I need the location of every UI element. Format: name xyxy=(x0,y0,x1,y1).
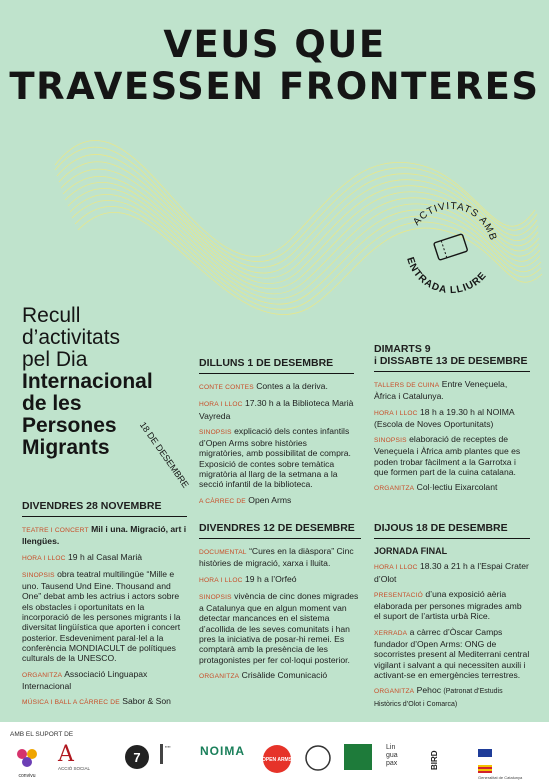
event-tag: HORA I LLOC xyxy=(374,409,418,417)
event-tag: TEATRE I CONCERT xyxy=(22,527,89,534)
event-tag: A CÀRREC DE xyxy=(199,497,246,505)
event-tag: SINOPSIS xyxy=(199,428,232,436)
event-title: Contes a la deriva. xyxy=(256,381,328,391)
event-tag: PRESENTACIÓ xyxy=(374,591,423,599)
event-synopsis: explicació dels contes infantils d’Open Arms sobre històries migratòries, amb possibilitat de compra. Exposició de contes sobre temàtica migratòria al llarg de la setmana a la secció infantil de la biblioteca. xyxy=(199,425,351,490)
institutional-logos xyxy=(478,744,540,780)
intro-line: de les xyxy=(22,392,82,415)
event-place: 17.30 h a la Biblioteca Marià Vayreda xyxy=(199,398,354,421)
event-organizer-extra: (Patronat d’Estudis Històrics d’Olot i Comarca) xyxy=(374,688,503,708)
logo-text: BIRD xyxy=(430,750,439,770)
event-tag: SINOPSIS xyxy=(22,571,55,579)
title-line-1: VEUS QUE xyxy=(163,23,386,66)
event-organizer: Open Arms xyxy=(248,494,292,505)
convivu-logo xyxy=(12,744,42,779)
event-card xyxy=(374,343,530,500)
svg-text:ACTIVITATS AMB xyxy=(410,198,504,244)
bird-logo xyxy=(430,744,464,774)
linguapax-logo xyxy=(386,744,416,774)
logo-text: 7 xyxy=(133,750,141,765)
event-tag: SINOPSIS xyxy=(199,593,232,601)
stamp-bottom-text: ENTRADA LLIURE xyxy=(404,255,490,297)
event-tag: SINOPSIS xyxy=(374,437,407,445)
logo-text: ACCIÓ SOCIAL xyxy=(58,766,91,771)
event-tag: HORA I LLOC xyxy=(199,576,243,584)
event-place: 19 h al Casal Marià xyxy=(68,551,143,562)
circle-logo xyxy=(304,744,332,774)
support-label: AMB EL SUPORT DE xyxy=(10,731,74,738)
event-synopsis: elaboració de receptes de Veneçuela i Àfrica amb plantes que es poden trobar fàcilment a la Garrotxa i que formen part de la cuina catalana. xyxy=(374,434,521,478)
intro-line: Persones xyxy=(22,414,117,437)
event-synopsis: obra teatral multilingüe “Mille e uno. Tausend Und Eine. Thousand and One” debat amb les actrius i actors sobre els obstacles i oportunitats en la incorporació de les persones migrants i la diversitat lingüística que aporten i concert posterior. Esdeveniment paral·lel a la conferència MONDIACULT de polítiques culturals de la UNESCO. xyxy=(22,568,181,664)
event-tag: XERRADA xyxy=(374,629,408,637)
event-title: “Cures en la diàspora” Cinc històries de migració, xarxa i lluita. xyxy=(199,546,354,569)
event-subtitle: JORNADA FINAL xyxy=(374,546,448,556)
stamp-top-text: ACTIVITATS AMB xyxy=(411,200,499,243)
intro-line: Migrants xyxy=(22,436,110,459)
event-organizer: Col·lectiu Eixarcolant xyxy=(416,482,498,493)
event-presentation: d’una exposició aèria elaborada per persones migrades amb el suport de l’artista urbà Rice. xyxy=(374,588,522,622)
event-tag: HORA I LLOC xyxy=(374,564,418,572)
intro-date: 18 DE DESEMBRE xyxy=(137,420,191,490)
event-organizer: Crisàlide Comunicació xyxy=(241,669,328,680)
event-tag: ORGANITZA xyxy=(374,485,415,493)
intro-line: pel Dia xyxy=(22,348,88,371)
event-date: DIVENDRES 28 NOVEMBRE xyxy=(22,500,187,517)
event-tag: TALLERS DE CUINA xyxy=(374,382,440,389)
generic-logo: ▪▪▪▪ xyxy=(160,744,190,774)
event-tag: HORA I LLOC xyxy=(22,554,66,562)
ticket-icon xyxy=(434,234,468,260)
event-card xyxy=(199,357,354,512)
open-arms-logo xyxy=(262,744,292,774)
event-talk: a càrrec d’Òscar Camps fundador d’Open Arms: ONG de socorristes present al Mediterrani central vigilant i salvant a qui necessiten auxili i activant-se en emergències terrestres. xyxy=(374,626,530,680)
green-logo xyxy=(344,744,372,774)
event-music: Sabor & Son xyxy=(122,696,171,707)
event-date: DIJOUS 18 DE DESEMBRE xyxy=(374,522,530,539)
intro-line: Internacional xyxy=(22,370,153,393)
logo-text: convivu xyxy=(18,773,36,779)
logo-text: Lin gua pax xyxy=(386,744,398,767)
event-tag: MÚSICA I BALL A CÀRREC DE xyxy=(22,699,120,707)
intro-heading xyxy=(22,305,192,459)
event-place: 18.30 a 21 h a l’Espai Crater d’Olot xyxy=(374,561,529,584)
event-tag: ORGANITZA xyxy=(199,672,240,680)
event-date-line: i DISSABTE 13 DE DESEMBRE xyxy=(374,355,528,367)
logo-text: NOIMA xyxy=(200,744,245,758)
event-card xyxy=(199,522,361,687)
event-card xyxy=(22,500,187,713)
event-card xyxy=(374,522,530,715)
accio-social-logo: A ACCIÓ SOCIAL xyxy=(58,744,108,774)
event-place: 19 h a l’Orfeó xyxy=(245,573,297,584)
noima-logo xyxy=(200,744,248,774)
title-line-2: TRAVESSEN FRONTERES xyxy=(9,65,540,108)
event-tag: CONTE CONTES xyxy=(199,384,254,391)
event-date: DIVENDRES 12 DE DESEMBRE xyxy=(199,522,361,539)
event-place: 18 h a 19.30 h al NOIMA (Escola de Noves Oportunitats) xyxy=(374,406,515,429)
event-date xyxy=(374,343,530,372)
event-organizer: Associació Linguapax Internacional xyxy=(22,668,148,691)
event-organizer: Pehoc xyxy=(416,685,442,696)
free-entry-stamp xyxy=(392,198,510,298)
event-title: Entre Veneçuela, Àfrica i Catalunya. xyxy=(374,379,508,402)
event-tag: ORGANITZA xyxy=(374,688,415,696)
seven-logo xyxy=(124,744,150,774)
logo-text: OPEN ARMS xyxy=(262,757,292,763)
intro-line: d’activitats xyxy=(22,326,121,349)
svg-text:ENTRADA LLIURE xyxy=(399,254,491,298)
event-date: DILLUNS 1 DE DESEMBRE xyxy=(199,357,354,374)
intro-line: Recull xyxy=(22,304,81,327)
event-synopsis: vivència de cinc dones migrades a Catalunya que en algun moment van detectar mancances en el sistema d’acollida de les seves comunitats i han pres la iniciativa de posar-hi remei. Es comptarà amb la presència de les protagonistes per fer col·loqui posterior. xyxy=(199,590,359,665)
event-tag: HORA I LLOC xyxy=(199,401,243,409)
event-title: Mil i una. Migració, art i llengües. xyxy=(22,524,187,547)
event-tag: ORGANITZA xyxy=(22,671,63,679)
logo-text: Generalitat de Catalunya xyxy=(478,775,523,780)
event-tag: DOCUMENTAL xyxy=(199,549,247,556)
event-date-line: DIMARTS 9 xyxy=(374,343,431,355)
